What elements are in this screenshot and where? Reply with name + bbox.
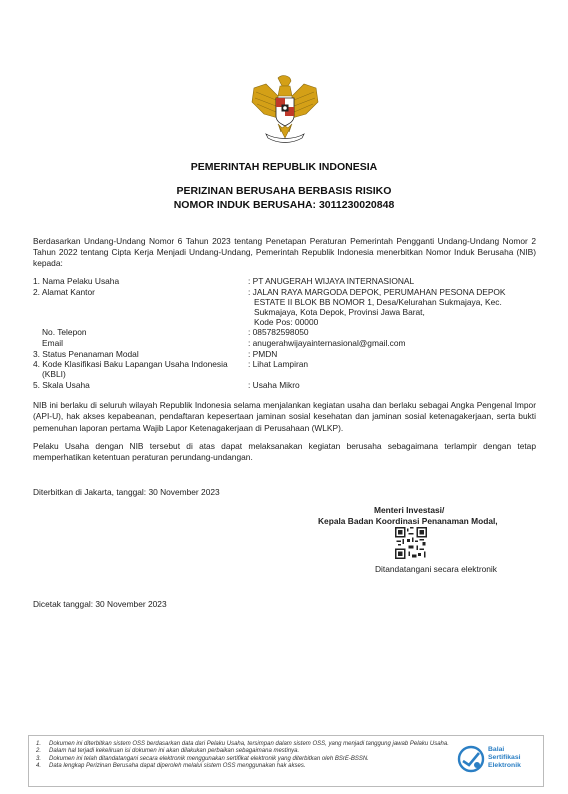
field-label-investment-status: 3. Status Penanaman Modal — [33, 349, 139, 359]
signatory-title-2: Kepala Badan Koordinasi Penanaman Modal, — [318, 516, 498, 526]
field-value-address-line-4: Kode Pos: 00000 — [254, 317, 319, 327]
field-value-investment-status: : PMDN — [248, 349, 278, 359]
validity-paragraph: NIB ini berlaku di seluruh wilayah Republik Indonesia selama menjalankan kegiatan usaha dan berlaku sebagai Angka Pengenal Impor (API-U), hak akses kepabeanan, pendaftaran kepesertaan jaminan sosial kesehatan dan jaminan sosial ketenagakerjaan, serta bukti pemenuhan laporan pertama Wajib Lapor Ketenagakerjaan di Perusahaan (WLKP). — [33, 400, 536, 433]
field-label-business-scale: 5. Skala Usaha — [33, 380, 90, 390]
printed-date: Dicetak tanggal: 30 November 2023 — [33, 599, 167, 609]
bsre-logo-icon — [457, 745, 485, 773]
garuda-emblem-icon — [248, 74, 322, 146]
bsre-logo-text: Balai Sertifikasi Elektronik — [488, 746, 521, 769]
field-value-business-scale: : Usaha Mikro — [248, 380, 300, 390]
field-label-phone: No. Telepon — [42, 327, 87, 337]
field-value-phone: : 085782598050 — [248, 327, 309, 337]
footer-note: 4. Data lengkap Perizinan Berusaha dapat diperoleh melalui sistem OSS menggunakan hak akses. — [36, 763, 306, 770]
footer-notes-box — [28, 735, 544, 787]
footer-note: 1. Dokumen ini diterbitkan sistem OSS berdasarkan data dari Pelaku Usaha, tersimpan dalam sistem OSS, yang menjadi tanggung jawab Pelaku Usaha. — [36, 741, 449, 747]
field-value-address-line-1: : JALAN RAYA MARGODA DEPOK, PERUMAHAN PESONA DEPOK — [248, 287, 506, 297]
field-value-address-line-2: ESTATE II BLOK BB NOMOR 1, Desa/Kelurahan Sukmajaya, Kec. — [254, 297, 502, 307]
compliance-paragraph: Pelaku Usaha dengan NIB tersebut di atas dapat melaksanakan kegiatan berusaha sebagaimana terlampir dengan tetap memperhatikan ketentuan peraturan perundang-undangan. — [33, 441, 536, 463]
government-heading: PEMERINTAH REPUBLIK INDONESIA — [190, 161, 378, 173]
electronic-signature-note: Ditandatangani secara elektronik — [375, 564, 497, 574]
field-label-kbli: 4. Kode Klasifikasi Baku Lapangan Usaha Indonesia — [33, 359, 228, 369]
footer-note: 2. Dalam hal terjadi kekeliruan isi dokumen ini akan dilakukan perbaikan sebagaimana mestinya. — [36, 748, 300, 755]
footer-notes-list — [36, 741, 456, 771]
field-value-email: : anugerahwijayainternasional@gmail.com — [248, 338, 406, 348]
field-value-kbli: : Lihat Lampiran — [248, 359, 309, 369]
intro-paragraph: Berdasarkan Undang-Undang Nomor 6 Tahun 2023 tentang Penetapan Peraturan Pemerintah Pengganti Undang-Undang Nomor 2 Tahun 2022 tentang Cipta Kerja Menjadi Undang-Undang, Pemerintah Republik Indonesia menerbitkan Nomor Induk Berusaha (NIB) kepada: — [33, 236, 536, 268]
qr-code-icon — [395, 527, 427, 559]
signatory-title-1: Menteri Investasi/ — [374, 505, 445, 515]
field-label-business-name: 1. Nama Pelaku Usaha — [33, 276, 120, 286]
field-label-kbli-cont: (KBLI) — [42, 369, 66, 379]
field-value-address-line-3: Sukmajaya, Kota Depok, Provinsi Jawa Barat, — [254, 307, 425, 317]
document-title: PERIZINAN BERUSAHA BERBASIS RISIKO — [176, 185, 392, 197]
field-value-business-name: : PT ANUGERAH WIJAYA INTERNASIONAL — [248, 276, 415, 286]
field-label-office-address: 2. Alamat Kantor — [33, 287, 95, 297]
issued-date: Diterbitkan di Jakarta, tanggal: 30 November 2023 — [33, 487, 220, 497]
footer-note: 3. Dokumen ini telah ditandatangani secara elektronik menggunakan sertifikat elektronik yang diterbitkan oleh BSrE-BSSN. — [36, 755, 369, 762]
nib-number: NOMOR INDUK BERUSAHA: 3011230020848 — [173, 199, 395, 211]
field-label-email: Email — [42, 338, 63, 348]
